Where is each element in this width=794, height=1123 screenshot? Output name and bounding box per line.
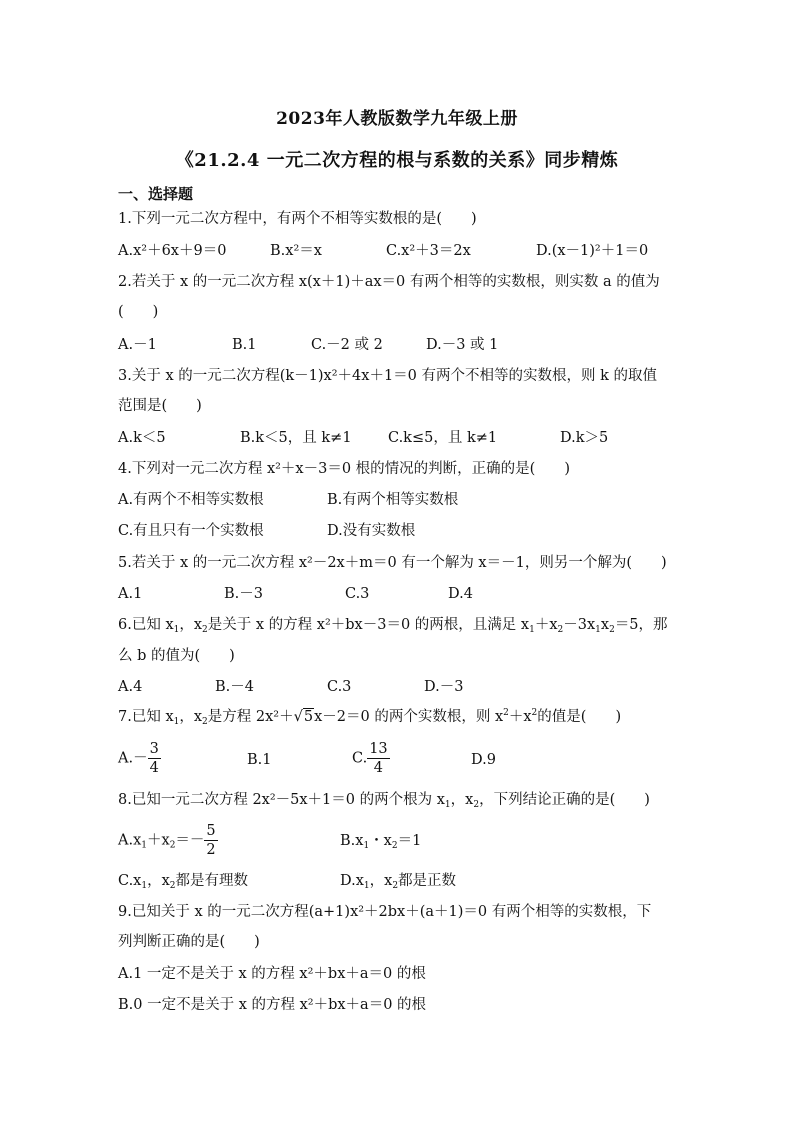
question-6-stem-line2: 么 b 的值为( ) xyxy=(118,648,235,664)
question-1-option-a: A.x²＋6x＋9＝0 xyxy=(118,243,227,259)
question-2-stem-line1: 2.若关于 x 的一元二次方程 x(x＋1)＋ax＝0 有两个相等的实数根，则实数 a 的值为 xyxy=(118,274,660,290)
question-5-option-c: C.3 xyxy=(345,586,370,602)
question-3-stem-line1: 3.关于 x 的一元二次方程(k－1)x²＋4x＋1＝0 有两个不相等的实数根，则 k 的取值 xyxy=(118,368,658,384)
question-8-option-b: $B.x_1$・$x_2=1$ xyxy=(340,833,422,851)
question-6-option-b: B.－4 xyxy=(215,679,254,695)
question-9-option-b: B.0 一定不是关于 x 的方程 x²＋bx＋a＝0 的根 xyxy=(118,997,427,1013)
question-4-option-b: B.有两个相等实数根 xyxy=(327,492,459,508)
question-9-stem-line1: 9.已知关于 x 的一元二次方程(a+1)x²＋2bx＋(a＋1)＝0 有两个相等的实数根，下 xyxy=(118,904,652,920)
question-7-stem: 7.已知 $x_1$，$x_2$是方程 2x²＋√5x－2＝0 的两个实数根，则 $x^2+x^2$的值是( ) xyxy=(118,708,622,727)
question-4-option-a: A.有两个不相等实数根 xyxy=(118,492,264,508)
question-8-option-c: $C.x_1$，$x_2$都是有理数 xyxy=(118,873,249,891)
question-1-option-d: D.(x－1)²＋1＝0 xyxy=(536,243,649,259)
question-5-option-d: D.4 xyxy=(448,586,473,602)
question-2-option-c: C.－2 或 2 xyxy=(311,337,383,353)
question-7-option-c: C. $\frac{13}{4}$ xyxy=(352,741,388,776)
question-3-option-a: A.k＜5 xyxy=(118,430,166,446)
sqrt-symbol: √ xyxy=(293,709,303,725)
question-9-stem-line2: 列判断正确的是( ) xyxy=(118,934,260,950)
question-7-option-b: B.1 xyxy=(247,752,272,768)
question-8-option-d: $D.x_1$，$x_2$都是正数 xyxy=(340,873,457,891)
question-1-option-b: B.x²＝x xyxy=(270,243,322,259)
question-6-stem-line1: 6.已知 $x_1$，$x_2$是关于 x 的方程 x²＋bx－3＝0 的两根，且满足 $x_1+x_2-3x_1x_2=5$，那 xyxy=(118,617,668,635)
question-2-option-d: D.－3 或 1 xyxy=(426,337,499,353)
document-title: 2023年人教版数学九年级上册 xyxy=(276,109,518,129)
question-3-option-d: D.k＞5 xyxy=(560,430,609,446)
question-7-option-a: A.－ $\frac{3}{4}$ xyxy=(118,741,159,776)
question-3-option-c: C.k≤5，且 k≠1 xyxy=(388,430,498,446)
question-4-option-c: C.有且只有一个实数根 xyxy=(118,523,264,539)
section-heading: 一、选择题 xyxy=(118,185,194,203)
question-5-option-b: B.－3 xyxy=(224,586,263,602)
question-8-stem: 8.已知一元二次方程 2x²－5x＋1＝0 的两个根为 $x_1$，$x_2$，下列结论正确的是( ) xyxy=(118,792,650,810)
question-3-stem-line2: 范围是( ) xyxy=(118,398,202,414)
question-1-option-c: C.x²＋3＝2x xyxy=(386,243,471,259)
question-4-stem: 4.下列对一元二次方程 x²＋x－3＝0 根的情况的判断，正确的是( ) xyxy=(118,461,570,477)
question-7-option-d: D.9 xyxy=(471,752,496,768)
fraction: $\frac{13}{4}$ xyxy=(369,741,388,776)
fraction: $\frac{5}{2}$ xyxy=(206,823,216,858)
question-8-option-a: $A.x_1+x_2=-$ $\frac{5}{2}$ xyxy=(118,823,216,858)
question-1-stem: 1.下列一元二次方程中，有两个不相等实数根的是( ) xyxy=(118,211,477,227)
question-2-option-b: B.1 xyxy=(232,337,257,353)
question-5-option-a: A.1 xyxy=(118,586,143,602)
question-5-stem: 5.若关于 x 的一元二次方程 x²－2x＋m＝0 有一个解为 x＝－1，则另一个解为( ) xyxy=(118,555,667,571)
fraction: $\frac{3}{4}$ xyxy=(149,741,159,776)
question-4-option-d: D.没有实数根 xyxy=(327,523,416,539)
question-9-option-a: A.1 一定不是关于 x 的方程 x²＋bx＋a＝0 的根 xyxy=(118,966,426,982)
question-2-stem-line2: ( ) xyxy=(118,304,159,320)
question-2-option-a: A.－1 xyxy=(118,337,157,353)
question-3-option-b: B.k＜5，且 k≠1 xyxy=(240,430,352,446)
question-6-option-d: D.－3 xyxy=(424,679,464,695)
document-subtitle: 《21.2.4 一元二次方程的根与系数的关系》同步精炼 xyxy=(175,150,619,171)
question-6-option-c: C.3 xyxy=(327,679,352,695)
question-6-option-a: A.4 xyxy=(118,679,143,695)
